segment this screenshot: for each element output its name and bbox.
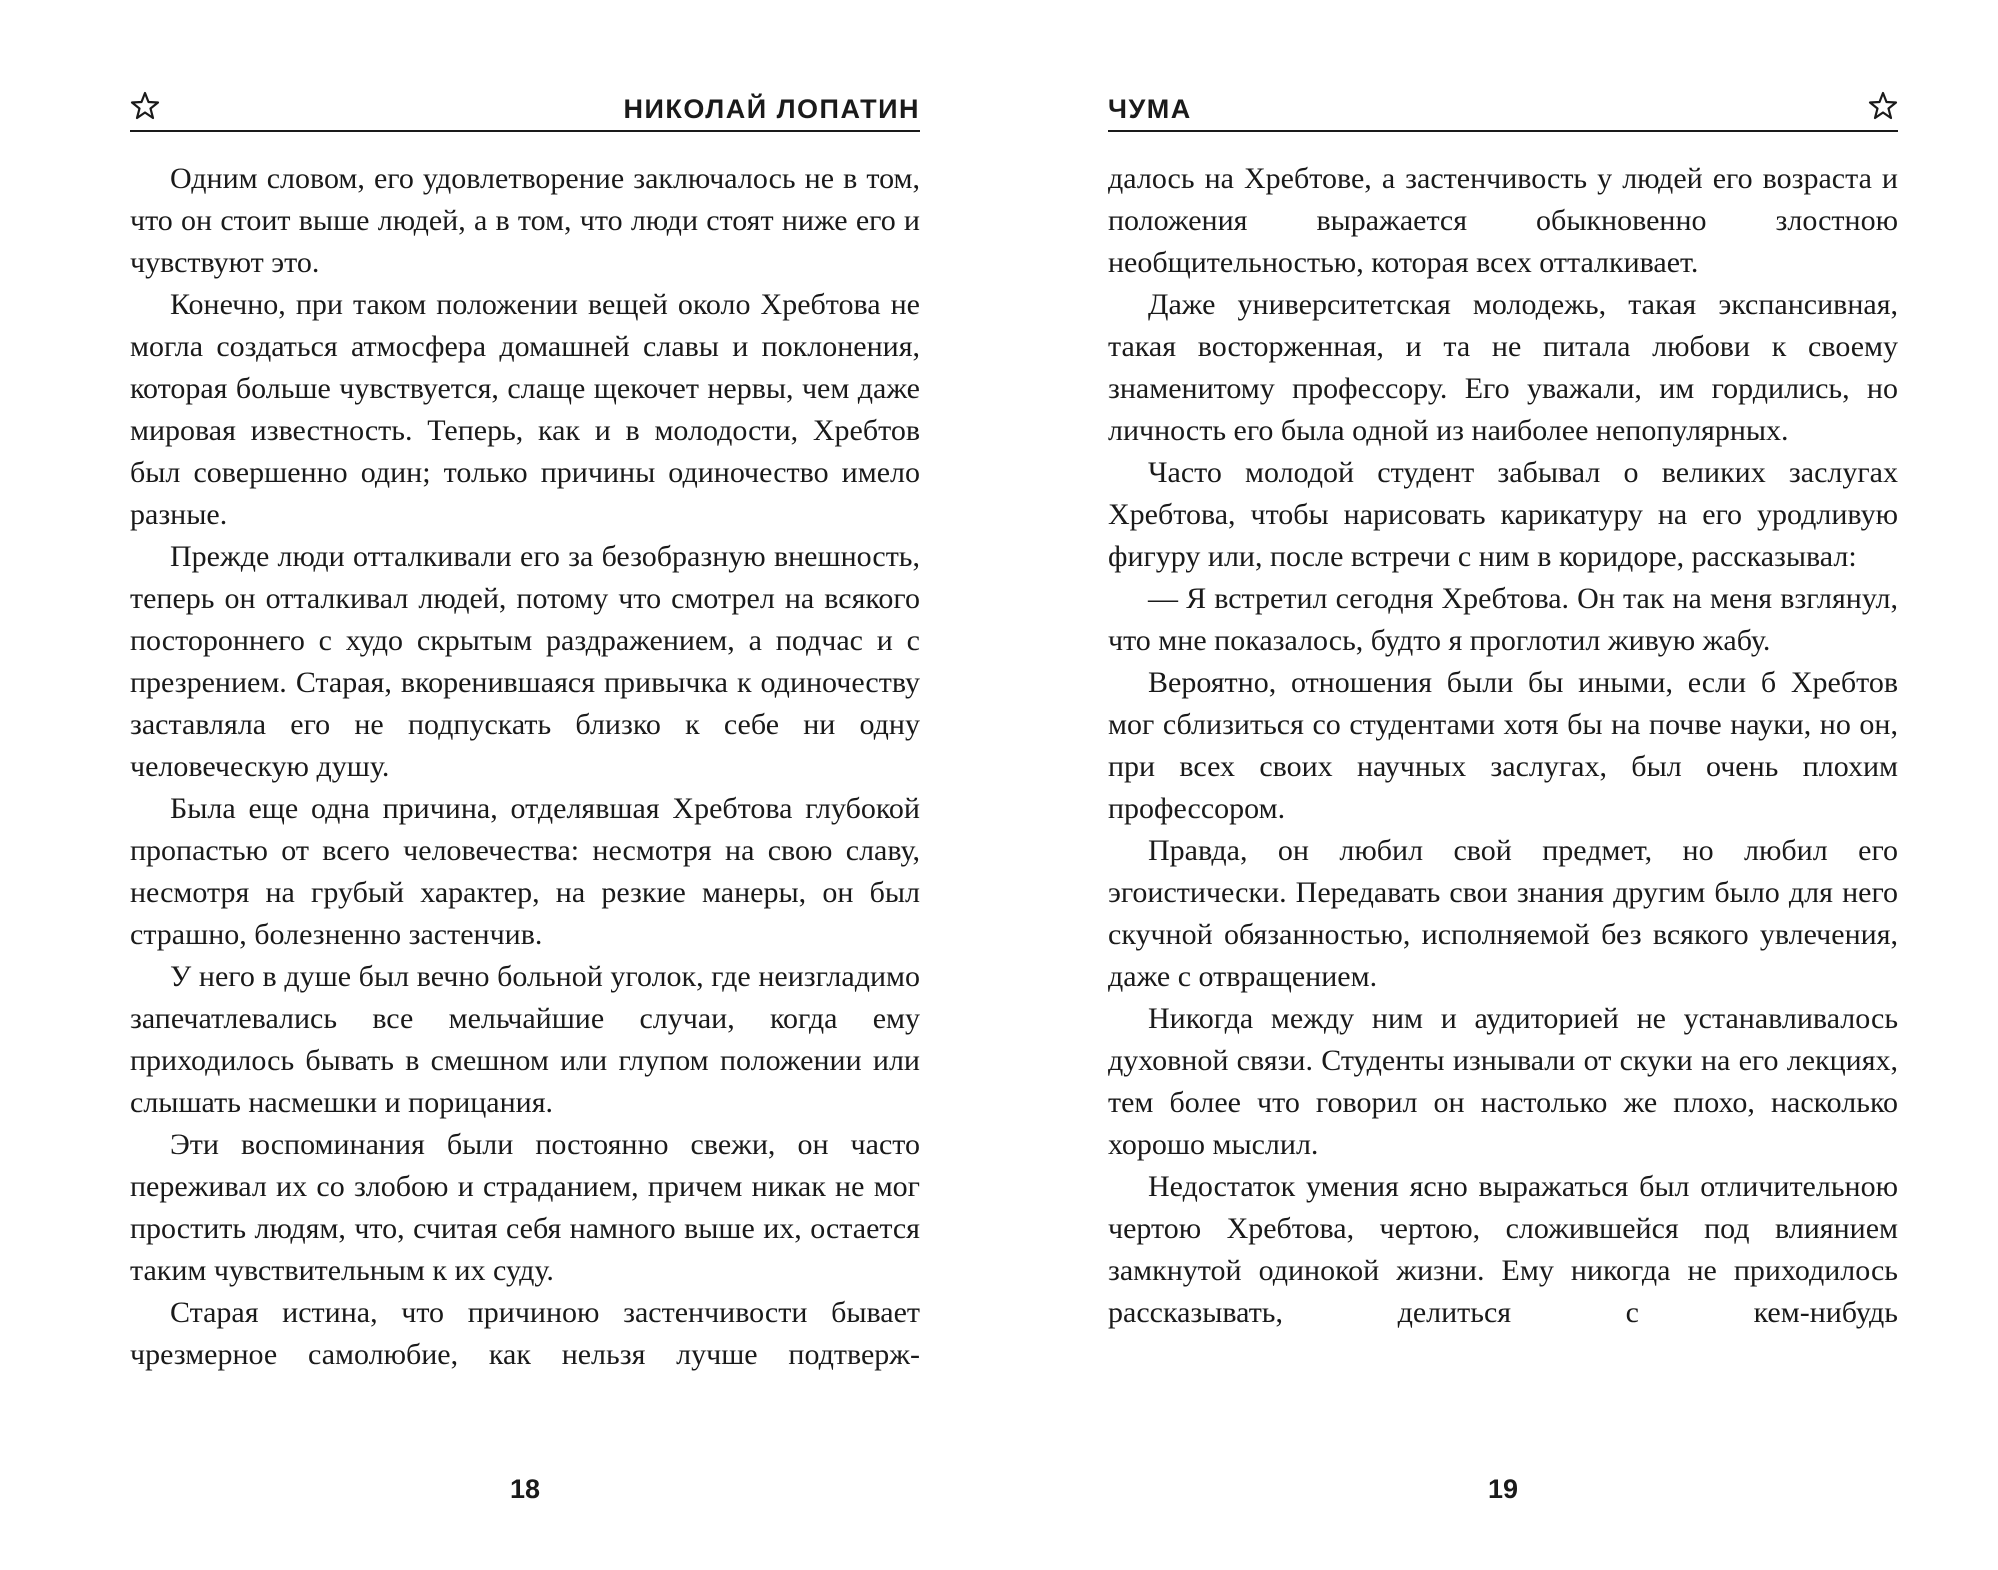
paragraph: Была еще одна причина, отделявшая Хребтова глубокой пропастью от всего человечества: несмотря на свою славу, несмотря на грубый характер, на резкие манеры, он был страшно, болезненно застенчив.	[130, 792, 920, 951]
paragraph: У него в душе был вечно больной уголок, где неизгладимо запечатлевались все мельчайшие случаи, когда ему приходилось бывать в смешном или глупом положении или слышать насмешки и порицания.	[130, 960, 920, 1119]
paragraph: Недостаток умения ясно выражаться был отличительною чертою Хребтова, чертою, сложившейся под влиянием замкнутой одинокой жизни. Ему никогда не приходилось рассказывать, делиться с кем-нибудь	[1108, 1170, 1898, 1329]
paragraph: Прежде люди отталкивали его за безобразную внешность, теперь он отталкивал людей, потому что смотрел на всякого постороннего с худо скрытым раздражением, а подчас и с презрением. Старая, вкоренившаяся привычка к одиночеству заставляла его не подпускать близко к себе ни одну человеческую душу.	[130, 540, 920, 783]
book-title: ЧУМА	[1108, 94, 1192, 124]
right-page	[1108, 0, 1898, 1570]
running-header	[130, 88, 920, 132]
running-header	[1108, 88, 1898, 132]
paragraph: Эти воспоминания были постоянно свежи, он часто переживал их со злобою и страданием, причем никак не мог простить людям, что, считая себя намного выше их, остается таким чувствительным к их суду.	[130, 1128, 920, 1287]
paragraph: Часто молодой студент забывал о великих заслугах Хребтова, чтобы нарисовать карикатуру на его уродливую фигуру или, после встречи с ним в коридоре, рассказывал:	[1108, 456, 1898, 573]
star-outline-icon	[130, 91, 160, 121]
paragraph: Одним словом, его удовлетворение заключалось не в том, что он стоит выше людей, а в том, что люди стоят ниже его и чувствуют это.	[130, 162, 920, 279]
page-number: 19	[1487, 1474, 1519, 1504]
page-body	[130, 158, 920, 1376]
paragraph: далось на Хребтове, а застенчивость у людей его возраста и положения выражается обыкновенно злостною необщительностью, которая всех отталкивает.	[1108, 162, 1898, 279]
paragraph: Правда, он любил свой предмет, но любил его эгоистически. Передавать свои знания другим было для него скучной обязанностью, исполняемой без всякого увлечения, даже с отвращением.	[1108, 834, 1898, 993]
left-page	[130, 0, 920, 1570]
page-body	[1108, 158, 1898, 1334]
star-outline-icon	[1868, 91, 1898, 121]
page-number: 18	[509, 1474, 541, 1504]
paragraph: Старая истина, что причиною застенчивости бывает чрезмерное самолюбие, как нельзя лучше подтверж-	[130, 1296, 920, 1371]
paragraph: Никогда между ним и аудиторией не устанавливалось духовной связи. Студенты изнывали от скуки на его лекциях, тем более что говорил он настолько же плохо, насколько хорошо мыслил.	[1108, 1002, 1898, 1161]
paragraph: Вероятно, отношения были бы иными, если б Хребтов мог сблизиться со студентами хотя бы на почве науки, но он, при всех своих научных заслугах, был очень плохим профессором.	[1108, 666, 1898, 825]
paragraph: Даже университетская молодежь, такая экспансивная, такая восторженная, и та не питала любови к своему знаменитому профессору. Его уважали, им гордились, но личность его была одной из наиболее непопулярных.	[1108, 288, 1898, 447]
author-name: НИКОЛАЙ ЛОПАТИН	[623, 94, 920, 124]
paragraph: — Я встретил сегодня Хребтова. Он так на меня взглянул, что мне показалось, будто я проглотил живую жабу.	[1108, 582, 1898, 657]
paragraph: Конечно, при таком положении вещей около Хребтова не могла создаться атмосфера домашней славы и поклонения, которая больше чувствуется, слаще щекочет нервы, чем даже мировая известность. Теперь, как и в молодости, Хребтов был совершенно один; только причины одиночество имело разные.	[130, 288, 920, 531]
